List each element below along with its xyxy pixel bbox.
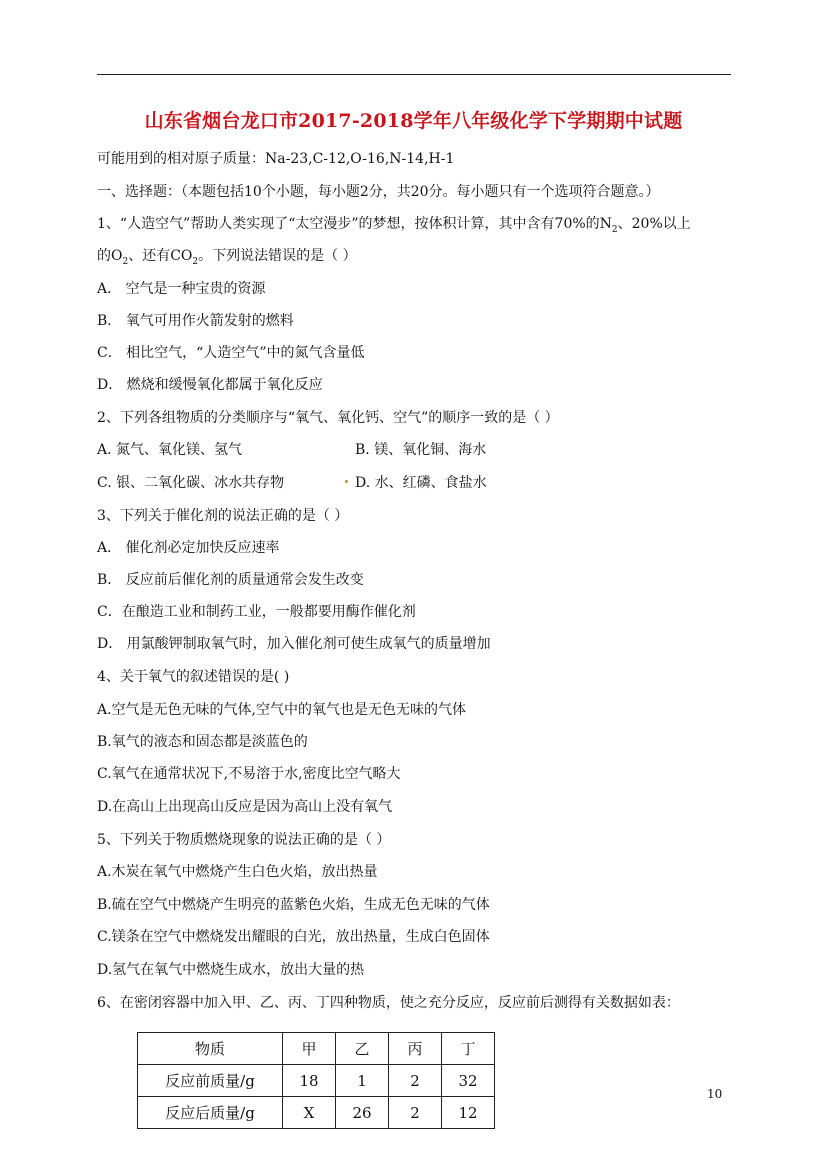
question-1-option-c: C． 相比空气，“人造空气”中的氮气含量低 xyxy=(97,345,365,361)
question-4-option-c: C.氧气在通常状况下,不易溶于水,密度比空气略大 xyxy=(97,766,401,782)
question-4-option-b: B.氧气的液态和固态都是淡蓝色的 xyxy=(97,734,308,750)
table-cell: X xyxy=(283,1097,336,1129)
question-3-option-b: B． 反应前后催化剂的质量通常会发生改变 xyxy=(97,572,364,588)
question-3-option-c: C．在酿造工业和制药工业，一般都要用酶作催化剂 xyxy=(97,604,416,620)
table-row-label: 反应前质量/g xyxy=(138,1065,283,1097)
mass-data-table xyxy=(137,1032,495,1129)
table-row-label: 反应后质量/g xyxy=(138,1097,283,1129)
table-cell: 32 xyxy=(442,1065,495,1097)
table-header-cell: 物质 xyxy=(138,1033,283,1065)
question-3-option-a: A． 催化剂必定加快反应速率 xyxy=(97,540,280,556)
table-row xyxy=(138,1065,495,1097)
question-1-option-b: B． 氧气可用作火箭发射的燃料 xyxy=(97,313,294,329)
question-2-option-b: B. 镁、氧化铜、海水 xyxy=(355,442,487,458)
question-1-option-a: A． 空气是一种宝贵的资源 xyxy=(97,281,266,297)
question-2-option-c: C. 银、二氧化碳、冰水共存物 xyxy=(97,475,285,491)
table-cell: 2 xyxy=(389,1097,442,1129)
question-5-option-c: C.镁条在空气中燃烧发出耀眼的白光，放出热量，生成白色固体 xyxy=(97,929,490,945)
question-4-stem: 4、关于氧气的叙述错误的是( ) xyxy=(97,669,290,685)
question-4-option-d: D.在高山上出现高山反应是因为高山上没有氧气 xyxy=(97,799,393,815)
question-5-option-a: A.木炭在氧气中燃烧产生白色火焰，放出热量 xyxy=(97,864,378,880)
table-cell: 18 xyxy=(283,1065,336,1097)
table-cell: 12 xyxy=(442,1097,495,1129)
table-cell: 1 xyxy=(336,1065,389,1097)
question-4-option-a: A.空气是无色无味的气体,空气中的氧气也是无色无味的气体 xyxy=(97,702,467,718)
question-5-option-d: D.氢气在氧气中燃烧生成水，放出大量的热 xyxy=(97,962,365,978)
section-heading: 一、选择题：（本题包括10个小题，每小题2分，共20分。每小题只有一个选项符合题意。） xyxy=(97,184,660,200)
question-1-stem-line2: 的$O_2$、还有$CO_2$。下列说法错误的是（ ） xyxy=(97,248,357,267)
table-cell: 26 xyxy=(336,1097,389,1129)
table-header-cell: 甲 xyxy=(283,1033,336,1065)
question-5-stem: 5、下列关于物质燃烧现象的说法正确的是（ ） xyxy=(97,832,391,848)
table-header-row xyxy=(138,1033,495,1065)
page-title: 山东省烟台龙口市2017-2018学年八年级化学下学期期中试题 xyxy=(144,110,683,132)
question-2-option-a: A. 氮气、氧化镁、氢气 xyxy=(97,442,243,458)
page-number: 10 xyxy=(707,1087,723,1101)
header-rule xyxy=(97,74,731,75)
table-header-cell: 乙 xyxy=(336,1033,389,1065)
question-2-stem: 2、下列各组物质的分类顺序与“氧气、氧化钙、空气”的顺序一致的是（ ） xyxy=(97,410,559,426)
table-header-cell: 丙 xyxy=(389,1033,442,1065)
atomic-masses: 可能用到的相对原子质量：Na-23,C-12,O-16,N-14,H-1 xyxy=(97,151,455,167)
question-3-option-d: D． 用氯酸钾制取氧气时，加入催化剂可使生成氧气的质量增加 xyxy=(97,636,491,652)
table-cell: 2 xyxy=(389,1065,442,1097)
question-1-option-d: D． 燃烧和缓慢氧化都属于氧化反应 xyxy=(97,377,323,393)
stray-mark xyxy=(345,480,348,483)
question-3-stem: 3、下列关于催化剂的说法正确的是（ ） xyxy=(97,508,349,524)
question-2-option-d: D. 水、红磷、食盐水 xyxy=(355,475,487,491)
question-1-stem-line1: 1、“人造空气”帮助人类实现了“太空漫步”的梦想，按体积计算，其中含有70%的$N_2$、20%以上 xyxy=(97,216,691,235)
question-5-option-b: B.硫在空气中燃烧产生明亮的蓝紫色火焰，生成无色无味的气体 xyxy=(97,897,490,913)
table-header-cell: 丁 xyxy=(442,1033,495,1065)
question-6-stem: 6、在密闭容器中加入甲、乙、丙、丁四种物质，使之充分反应，反应前后测得有关数据如表： xyxy=(97,995,680,1011)
table-row xyxy=(138,1097,495,1129)
